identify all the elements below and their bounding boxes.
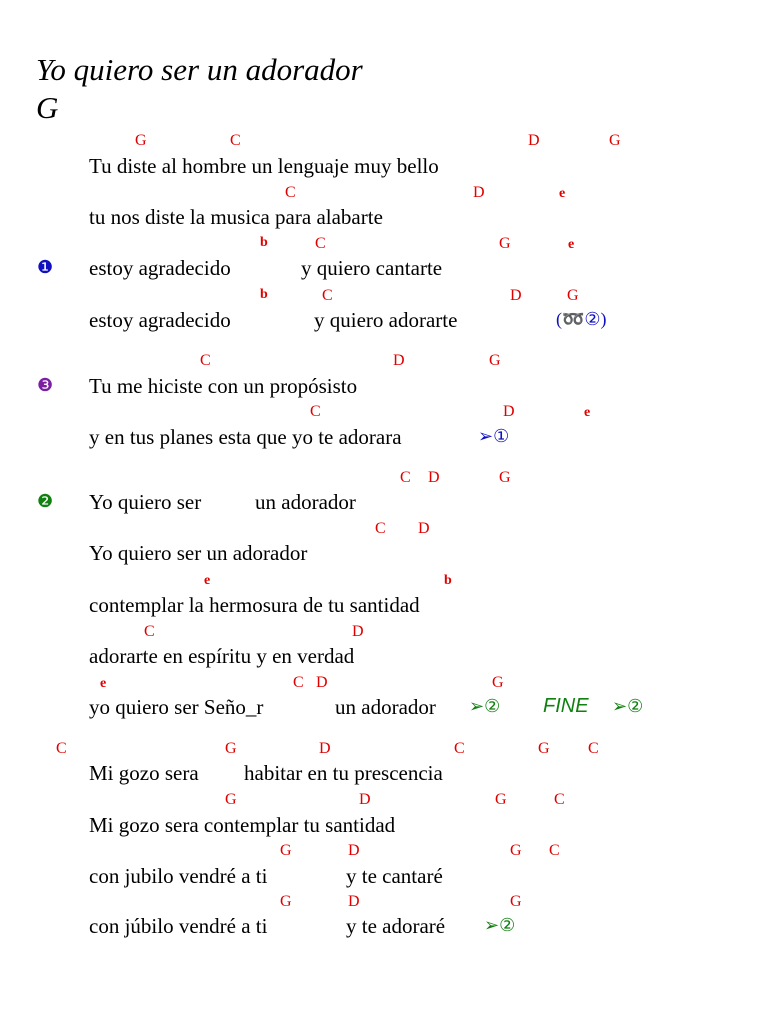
song-title: Yo quiero ser un adorador	[36, 52, 363, 87]
chord: e	[100, 676, 107, 691]
chord: e	[584, 405, 591, 420]
chord: e	[204, 573, 211, 588]
chord: D	[503, 403, 515, 420]
lyric-segment: con jubilo vendré a ti	[89, 864, 268, 888]
chord: e	[559, 186, 566, 201]
chord: D	[359, 791, 371, 808]
lyric-segment: un adorador	[335, 695, 436, 719]
lyric-line: Mi gozo sera contemplar tu santidad	[89, 813, 396, 837]
lyric-segment: un adorador	[255, 490, 356, 514]
lyric-segment: y quiero cantarte	[301, 256, 443, 280]
nav-goto-2: ➢②	[484, 915, 516, 935]
lyric-segment: y te cantaré	[346, 864, 443, 888]
chord: G	[510, 842, 522, 859]
section-marker-3: ❸	[37, 375, 54, 395]
chord: D	[393, 352, 405, 369]
lyric-segment: estoy agradecido	[89, 308, 231, 332]
chord: G	[280, 893, 292, 910]
chord: D	[348, 842, 360, 859]
chord: G	[495, 791, 507, 808]
chord: C	[322, 287, 333, 304]
chord: e	[568, 237, 575, 252]
lyric-line: contemplar la hermosura de tu santidad	[89, 593, 420, 617]
nav-goto-2: ➢②	[469, 696, 501, 716]
chord: G	[538, 740, 550, 757]
chord: C	[144, 623, 155, 640]
lyric-line: Yo quiero ser un adorador	[89, 541, 308, 565]
chord: b	[260, 287, 268, 302]
lyric-line: y en tus planes esta que yo te adorara	[89, 425, 402, 449]
lyric-segment: habitar en tu prescencia	[244, 761, 443, 785]
nav-goto-2: ➢②	[612, 696, 644, 716]
chord: D	[418, 520, 430, 537]
chord: G	[225, 791, 237, 808]
chord: C	[454, 740, 465, 757]
nav-goto-2: (➿②)	[556, 309, 607, 329]
lyric-segment: y quiero adorarte	[314, 308, 458, 332]
chord: D	[428, 469, 440, 486]
chord: C	[554, 791, 565, 808]
chord: C	[400, 469, 411, 486]
chord: C	[293, 674, 304, 691]
chord: G	[609, 132, 621, 149]
chord: C	[588, 740, 599, 757]
chord: D	[510, 287, 522, 304]
chord: C	[285, 184, 296, 201]
section-marker-1: ❶	[37, 257, 54, 277]
nav-goto-1: ➢①	[478, 426, 510, 446]
lyric-line: adorarte en espíritu y en verdad	[89, 644, 355, 668]
chord: C	[200, 352, 211, 369]
chord: D	[352, 623, 364, 640]
chord: D	[528, 132, 540, 149]
chord: G	[225, 740, 237, 757]
chord: D	[316, 674, 328, 691]
lyric-segment: y te adoraré	[346, 914, 446, 938]
chord: b	[444, 573, 452, 588]
chord: b	[260, 235, 268, 250]
fine-label: FINE	[543, 695, 589, 717]
lyric-segment: con júbilo vendré a ti	[89, 914, 268, 938]
lyric-line: Tu diste al hombre un lenguaje muy bello	[89, 154, 439, 178]
chord: G	[489, 352, 501, 369]
lyric-segment: Mi gozo sera	[89, 761, 199, 785]
lyric-line: tu nos diste la musica para alabarte	[89, 205, 383, 229]
chord: C	[230, 132, 241, 149]
song-key: G	[36, 90, 59, 125]
chord: D	[348, 893, 360, 910]
chord: C	[310, 403, 321, 420]
chord: G	[510, 893, 522, 910]
lyric-segment: Yo quiero ser	[89, 490, 202, 514]
chord: D	[319, 740, 331, 757]
chord: G	[135, 132, 147, 149]
chord: G	[499, 235, 511, 252]
chord: G	[280, 842, 292, 859]
chord: C	[56, 740, 67, 757]
chord: G	[499, 469, 511, 486]
section-marker-2: ❷	[37, 491, 54, 511]
lyric-segment: yo quiero ser Seño_r	[89, 695, 264, 719]
lyric-line: Tu me hiciste con un propósisto	[89, 374, 358, 398]
chord: G	[567, 287, 579, 304]
chord: C	[315, 235, 326, 252]
chord: D	[473, 184, 485, 201]
chord: C	[375, 520, 386, 537]
chord: G	[492, 674, 504, 691]
chord: C	[549, 842, 560, 859]
lyric-segment: estoy agradecido	[89, 256, 231, 280]
